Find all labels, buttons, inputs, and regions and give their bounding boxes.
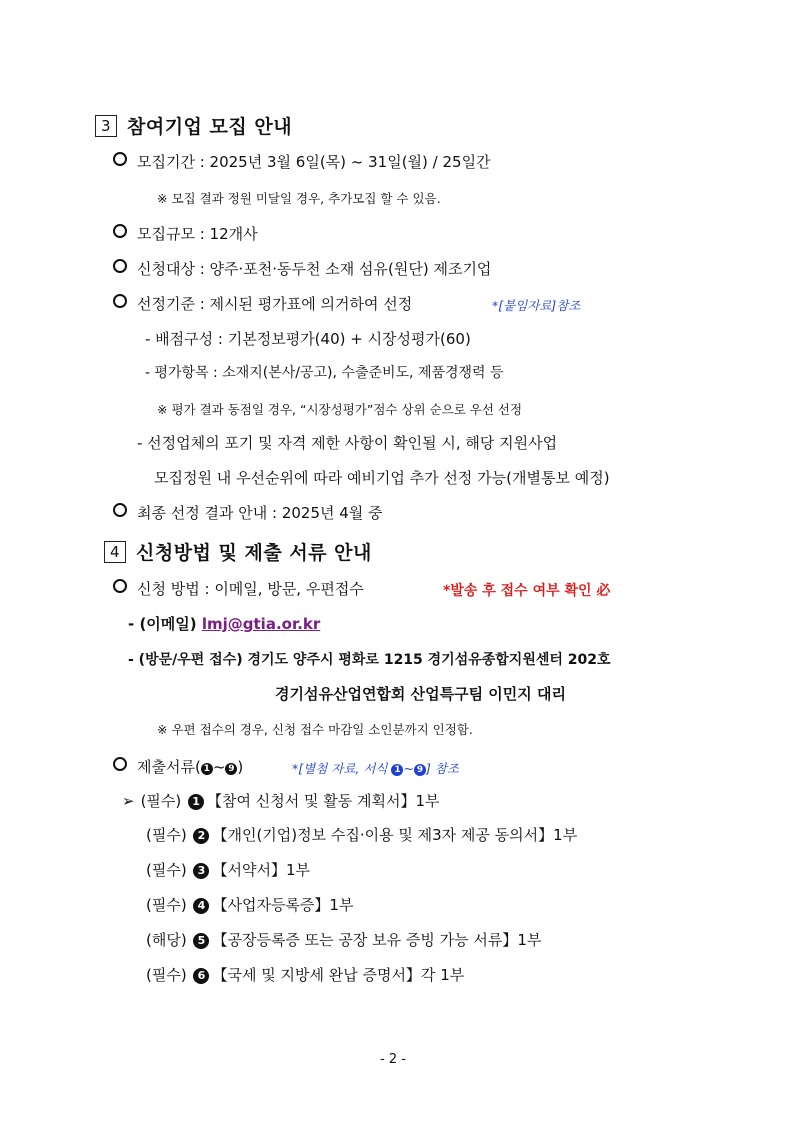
doc-text: 【서약서】1부 — [212, 861, 310, 879]
doc-prefix: (해당) — [146, 931, 187, 949]
docs-label-post: ) — [237, 758, 244, 776]
arrow-bullet-icon: ➢ — [122, 792, 135, 810]
circle-bullet-icon — [113, 579, 127, 593]
doc-text: 【참여 신청서 및 활동 계획서】1부 — [207, 792, 440, 810]
doc-item-3 — [146, 859, 310, 880]
number-5-icon: 5 — [193, 933, 209, 949]
number-4-icon: 4 — [193, 898, 209, 914]
doc-item-5 — [146, 929, 541, 950]
doc-text: 【개인(기업)정보 수집·이용 및 제3자 제공 동의서】1부 — [212, 826, 578, 844]
tie-note: ※ 평가 결과 동점일 경우, “시장성평가”점수 상위 순으로 우선 선정 — [157, 402, 523, 417]
number-1-icon: 1 — [201, 763, 213, 775]
recruit-target-text: 신청대상 : 양주·포천·동두천 소재 섬유(원단) 제조기업 — [137, 260, 492, 278]
number-9-icon: 9 — [225, 763, 237, 775]
number-2-icon: 2 — [193, 828, 209, 844]
circle-bullet-icon — [113, 503, 127, 517]
final-result — [113, 502, 383, 523]
number-3-icon: 3 — [193, 863, 209, 879]
number-6-icon: 6 — [193, 968, 209, 984]
doc-item-6 — [146, 964, 464, 985]
email-link[interactable]: lmj@gtia.or.kr — [201, 615, 321, 633]
section-3-heading — [95, 112, 292, 139]
doc-item-2 — [146, 824, 577, 845]
circle-bullet-icon — [113, 152, 127, 166]
visit-line-2: 경기섬유산업연합회 산업특구팀 이민지 대리 — [275, 685, 566, 703]
recruit-period-text: 모집기간 : 2025년 3월 6일(목) ~ 31일(월) / 25일간 — [137, 153, 491, 171]
doc-prefix: (필수) — [146, 966, 187, 984]
recruit-period — [113, 151, 491, 172]
number-1-icon: 1 — [391, 764, 403, 776]
doc-text: 【사업자등록증】1부 — [212, 896, 354, 914]
doc-prefix: (필수) — [146, 861, 187, 879]
email-label: - (이메일) — [128, 615, 202, 633]
section-3-number: 3 — [95, 115, 117, 137]
submission-docs — [113, 756, 243, 777]
visit-line-1: - (방문/우편 접수) 경기도 양주시 평화로 1215 경기섬유종합지원센터 202호 — [128, 652, 611, 668]
circle-bullet-icon — [113, 757, 127, 771]
doc-prefix: (필수) — [146, 826, 187, 844]
criteria-reference: *[붙임자료]참조 — [492, 298, 581, 313]
doc-item-1 — [122, 790, 440, 811]
post-note: ※ 우편 접수의 경우, 신청 접수 마감일 소인분까지 인정함. — [157, 722, 473, 737]
recruit-period-note: ※ 모집 결과 정원 미달일 경우, 추가모집 할 수 있음. — [157, 191, 441, 206]
recruit-target — [113, 258, 491, 279]
selection-criteria-text: 선정기준 : 제시된 평가표에 의거하여 선정 — [137, 295, 413, 313]
section-4-heading — [104, 538, 372, 565]
apply-method — [113, 578, 364, 599]
selection-criteria — [113, 293, 412, 314]
number-1-icon: 1 — [188, 794, 204, 810]
number-9-icon: 9 — [414, 764, 426, 776]
docs-label-sep: ~ — [212, 758, 226, 776]
doc-text: 【공장등록증 또는 공장 보유 증빙 가능 서류】1부 — [212, 931, 542, 949]
docs-label-pre: 제출서류( — [137, 758, 201, 776]
circle-bullet-icon — [113, 259, 127, 273]
doc-prefix: (필수) — [140, 792, 182, 810]
doc-item-4 — [146, 894, 353, 915]
evaluation-items: - 평가항목 : 소재지(본사/공고), 수출준비도, 제품경쟁력 등 — [145, 365, 504, 381]
final-result-text: 최종 선정 결과 안내 : 2025년 4월 중 — [137, 504, 383, 522]
docs-ref-sep: ~ — [403, 761, 414, 776]
waiver-line-2: 모집정원 내 우선순위에 따라 예비기업 추가 선정 가능(개별통보 예정) — [154, 469, 610, 487]
email-line — [128, 613, 320, 634]
score-composition: - 배점구성 : 기본정보평가(40) + 시장성평가(60) — [145, 330, 471, 348]
doc-prefix: (필수) — [146, 896, 187, 914]
circle-bullet-icon — [113, 294, 127, 308]
apply-method-note: *발송 후 접수 여부 확인 必 — [443, 583, 611, 599]
docs-ref-post: ] 참조 — [425, 761, 459, 776]
docs-reference — [292, 759, 459, 777]
page-number: - 2 - — [380, 1052, 406, 1067]
doc-text: 【국세 및 지방세 완납 증명서】각 1부 — [212, 966, 465, 984]
section-3-title: 참여기업 모집 안내 — [127, 116, 293, 138]
recruit-scale — [113, 223, 258, 244]
section-4-number: 4 — [104, 541, 126, 563]
apply-method-text: 신청 방법 : 이메일, 방문, 우편접수 — [137, 580, 364, 598]
recruit-scale-text: 모집규모 : 12개사 — [137, 225, 258, 243]
docs-ref-pre: *[별첨 자료, 서식 — [292, 761, 392, 776]
section-4-title: 신청방법 및 제출 서류 안내 — [136, 542, 372, 564]
circle-bullet-icon — [113, 224, 127, 238]
waiver-line-1: - 선정업체의 포기 및 자격 제한 사항이 확인될 시, 해당 지원사업 — [137, 434, 558, 452]
